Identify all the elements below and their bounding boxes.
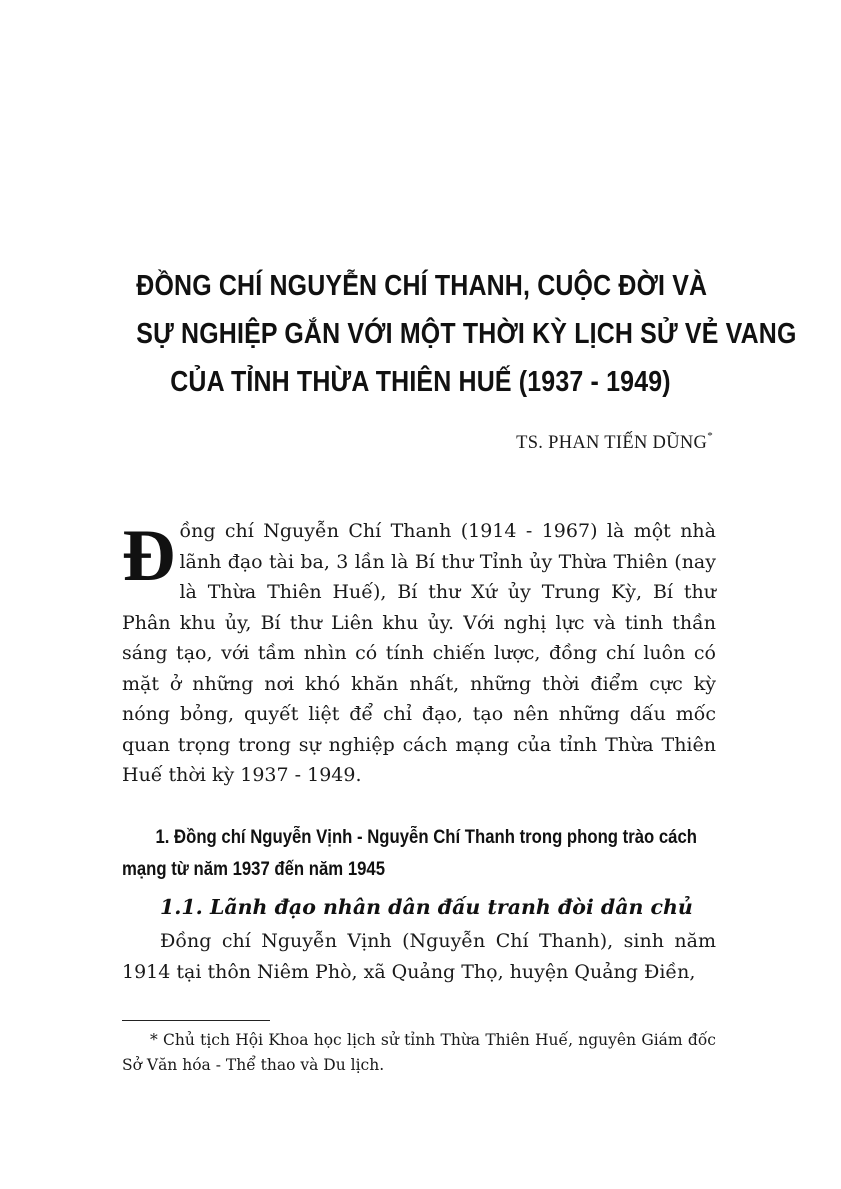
drop-cap: Đ [122,515,176,597]
intro-paragraph [122,516,716,791]
article-title [136,262,797,406]
title-line-1: ĐỒNG CHÍ NGUYỄN CHÍ THANH, CUỘC ĐỜI VÀ [136,270,708,302]
section-body-paragraph: Đồng chí Nguyễn Vịnh (Nguyễn Chí Thanh), sinh năm 1914 tại thôn Niêm Phò, xã Quảng Thọ, huyện Quảng Điền, [122,930,716,983]
author-byline [516,432,713,454]
footnote: * Chủ tịch Hội Khoa học lịch sử tỉnh Thừa Thiên Huế, nguyên Giám đốc Sở Văn hóa - Thể thao và Du lịch. [122,1031,716,1074]
footnote-divider [122,1020,270,1021]
title-line-3: CỦA TỈNH THỪA THIÊN HUẾ (1937 - 1949) [170,366,671,398]
title-line-2: SỰ NGHIỆP GẮN VỚI MỘT THỜI KỲ LỊCH SỬ VẺ VANG [136,318,797,350]
author-footnote-mark: * [707,430,713,442]
section-heading [122,822,716,886]
section-heading-text: 1. Đồng chí Nguyễn Vịnh - Nguyễn Chí Thanh trong phong trào cách mạng từ năm 1937 đến năm 1945 [122,827,697,880]
author-name: TS. PHAN TIẾN DŨNG [516,433,708,454]
intro-text: ồng chí Nguyễn Chí Thanh (1914 - 1967) là một nhà lãnh đạo tài ba, 3 lần là Bí thư Tỉnh ủy Thừa Thiên (nay là Thừa Thiên Huế), Bí thư Xứ ủy Trung Kỳ, Bí thư Phân khu ủy, Bí thư Liên khu ủy. Với nghị lực và tinh thần sáng tạo, với tầm nhìn có tính chiến lược, đồng chí luôn có mặt ở những nơi khó khăn nhất, những thời điểm cực kỳ nóng bỏng, quyết liệt để chỉ đạo, tạo nên những dấu mốc quan trọng trong sự nghiệp cách mạng của tỉnh Thừa Thiên Huế thời kỳ 1937 - 1949. [122,520,716,786]
subsection-heading: 1.1. Lãnh đạo nhân dân đấu tranh đòi dân chủ [160,895,693,919]
